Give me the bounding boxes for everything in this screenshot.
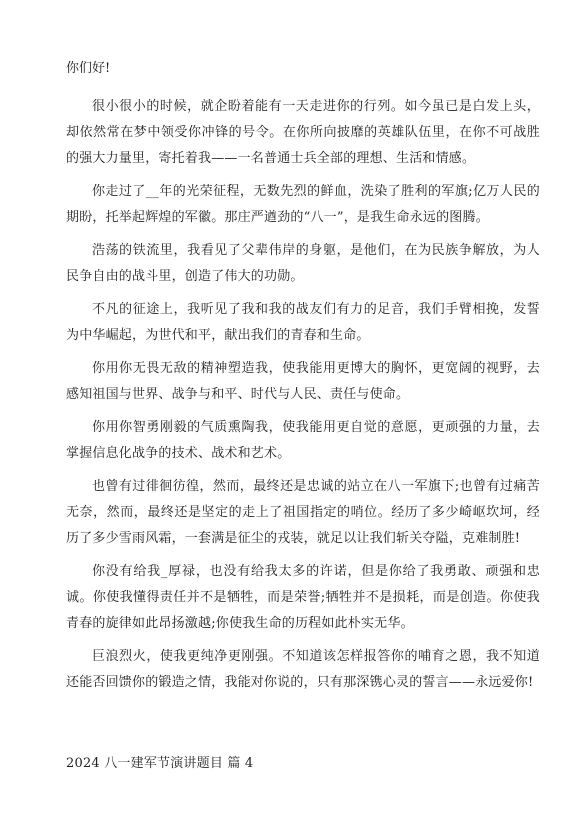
paragraph: 你用你智勇刚毅的气质熏陶我，使我能用更自觉的意愿，更顽强的力量，去掌握信息化战争的技术、战术和艺术。: [66, 420, 540, 461]
paragraph: 巨浪烈火，使我更纯净更刚强。不知道该怎样报答你的哺育之恩，我不知道还能否回馈你的锻造之情，我能对你说的，只有那深镌心灵的誓言——永远爱你!: [66, 649, 540, 690]
paragraph: 你没有给我_厚禄，也没有给我太多的许诺，但是你给了我勇敢、顽强和忠诚。你使我懂得责任并不是牺牲，而是荣誉;牺牲并不是损耗，而是创造。你使我青春的旋律如此昂扬激越;你使我生命的历程如此朴实无华。: [66, 564, 540, 631]
paragraph: 也曾有过徘徊彷徨，然而，最终还是忠诚的站立在八一军旗下;也曾有过痛苦无奈，然而，最终还是坚定的走上了祖国指定的哨位。经历了多少崎岖坎坷，经历了多少雪雨风霜，一套满是征尘的戎装，就足以让我们斩关夺隘，克难制胜!: [66, 479, 540, 546]
paragraph: 你用你无畏无敌的精神塑造我，使我能用更博大的胸怀，更宽阔的视野，去感知祖国与世界、战争与和平、时代与人民、责任与使命。: [66, 361, 540, 402]
paragraph: 你走过了__年的光荣征程，无数先烈的鲜血，洗染了胜利的军旗;亿万人民的期盼，托举起辉煌的军徽。那庄严遒劲的“八一”，是我生命永远的图腾。: [66, 184, 540, 225]
greeting-line: 你们好!: [66, 61, 111, 76]
paragraph: 很小很小的时候，就企盼着能有一天走进你的行列。如今虽已是白发上头，却依然常在梦中领受你冲锋的号令。在你所向披靡的英雄队伍里，在你不可战胜的强大力量里，寄托着我——一名普通士兵全部的理想、生活和情感。: [66, 99, 540, 166]
next-section-title: 2024 八一建军节演讲题目 篇 4: [66, 756, 254, 771]
paragraph: 不凡的征途上，我听见了我和我的战友们有力的足音，我们手臂相挽，发誓为中华崛起，为世代和平，献出我们的青春和生命。: [66, 302, 540, 343]
paragraph: 浩荡的铁流里，我看见了父辈伟岸的身躯，是他们，在为民族争解放，为人民争自由的战斗里，创造了伟大的功勋。: [66, 243, 540, 284]
